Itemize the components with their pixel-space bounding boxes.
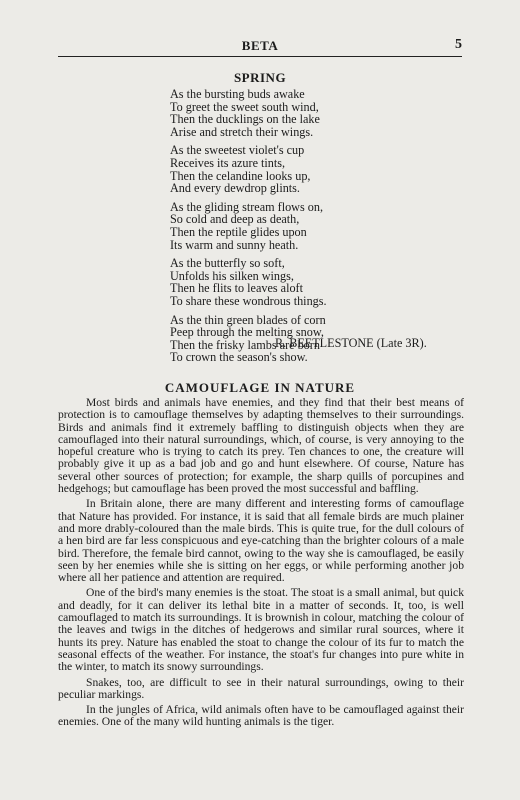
page-number: 5	[455, 37, 462, 52]
poem-line: Peep through the melting snow,	[170, 325, 324, 340]
magazine-title: BETA	[241, 38, 279, 53]
article-paragraph: One of the bird's many enemies is the stoat. The stoat is a small animal, but quick and deadly, for it can deliver its lethal bite in a matter of seconds. It, too, is well camouflaged to match its surroundings. It is brownish in colour, matching the colour of the leaves and twigs in the ditches of hedgerows and similar rural sources, where it hunts its prey. Nature has enabled the stoat to change the colour of its fur to match the seasonal effects of the weather. For instance, the stoat's fur changes into pure white in the winter, to match its snowy surroundings.	[58, 586, 464, 674]
poem-line: Then the celandine looks up,	[170, 168, 311, 183]
poem-stanza	[170, 257, 470, 307]
poem-line: Then the ducklings on the lake	[170, 112, 320, 127]
poem-line: To greet the sweet south wind,	[170, 99, 319, 114]
poem-title: SPRING	[233, 70, 287, 85]
page-header	[58, 34, 462, 57]
poem-stanza	[170, 88, 470, 138]
article-paragraph: Most birds and animals have enemies, and they find that their best means of protection is to camouflage themselves by adapting themselves to their surroundings. Birds and animals find it extremely baffling to distinguish objects when they are camouflaged into their natural surroundings, which, of course, is very annoying to the hopeful creature who is trying to catch its prey. Ten chances to one, the creature will probably give it up as a bad job and go and hunt elsewhere. Of course, Nature has several other sources of protection; for example, the sharp quills of porcupines and hedgehogs; but camouflage has been proved the most successful and baffling.	[58, 396, 464, 496]
poem-line: As the thin green blades of corn	[170, 312, 326, 327]
poem-line: Then the reptile glides upon	[170, 224, 307, 239]
poem-stanza	[170, 201, 470, 251]
article-body	[58, 397, 464, 732]
poem-body	[170, 88, 470, 370]
poem-line: As the sweetest violet's cup	[170, 143, 305, 158]
poem-line: Its warm and sunny heath.	[170, 237, 299, 252]
poem-line: To share these wondrous things.	[170, 293, 327, 308]
article-title: CAMOUFLAGE IN NATURE	[164, 380, 356, 395]
poem-line: Receives its azure tints,	[170, 155, 286, 170]
poem-line: Then the frisky lambs are born	[170, 337, 320, 352]
poem-line: So cold and deep as death,	[170, 212, 300, 227]
article-paragraph: In the jungles of Africa, wild animals often have to be camouflaged against their enemies. One of the many wild hunting animals is the tiger.	[58, 703, 464, 729]
poem-line: As the butterfly so soft,	[170, 256, 285, 271]
poem-line: And every dewdrop glints.	[170, 181, 300, 196]
poem-line: Unfolds his silken wings,	[170, 268, 294, 283]
poem-line: As the gliding stream flows on,	[170, 199, 324, 214]
poem-stanza	[170, 144, 470, 194]
poem-line: As the bursting buds awake	[170, 87, 305, 101]
poem-line: Then he flits to leaves aloft	[170, 281, 304, 296]
poem-line: To crown the season's show.	[170, 350, 308, 365]
poem-line: Arise and stretch their wings.	[170, 124, 314, 139]
article-paragraph: Snakes, too, are difficult to see in their natural surroundings, owing to their peculiar markings.	[58, 675, 464, 701]
poem-author: R. BEETLESTONE (Late 3R).	[275, 336, 427, 350]
article-paragraph: In Britain alone, there are many different and interesting forms of camouflage that Nature has provided. For instance, it is said that all female birds are much plainer and more drably-coloured than the male birds. This is quite true, for the dull colours of a hen bird are far less conspicuous and eye-catching than the brighter colours of a male bird. Therefore, the female bird cannot, owing to the way she is camouflaged, be easily seen by her enemies while she is sitting on her eggs, or while performing another job where all her patience and attention are required.	[58, 497, 464, 585]
